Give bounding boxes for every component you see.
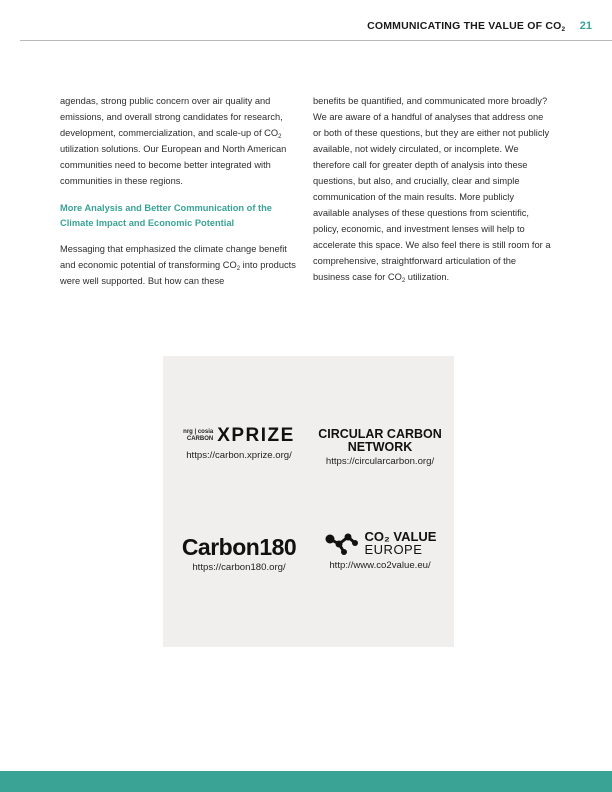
paragraph: benefits be quantified, and communicated more broadly? We are aware of a handful of analyses that address one or both of these questions, but they are either not publicly available, not widely circulated, or incomplete. We therefore call for greater depth of analysis into these questions, but also, and crucially, clear and simple communication of the main results. More publicly available analyses of these questions from scientific, policy, economic, and investment lenses will help to accelerate this space. We also feel there is still room for a comprehensive, straightforward articulation of the business case for $CO_2$ utilization. [313, 96, 551, 284]
paragraph: Messaging that emphasized the climate change benefit and economic potential of transforming $CO_2$ into products were well supported. But how can these [60, 244, 296, 286]
xprize-url-link[interactable]: https://carbon.xprize.org/ [186, 450, 292, 461]
co2value-logo-block[interactable] [309, 528, 451, 571]
section-subheading: More Analysis and Better Communication of the Climate Impact and Economic Potential [60, 203, 272, 228]
carbon180-logo: Carbon180 [181, 534, 297, 560]
left-column [60, 93, 300, 289]
partner-logos-panel [163, 356, 454, 647]
header-rule [20, 40, 612, 41]
xprize-logo: nrg | cosia CARBON XPRIZE [183, 425, 295, 446]
carbon180-logo-block[interactable] [169, 534, 309, 573]
page-header [40, 16, 592, 36]
xprize-logo-block[interactable] [169, 424, 309, 461]
circular-carbon-logo-block[interactable] [309, 428, 451, 467]
right-column [313, 93, 553, 285]
co2value-url-link[interactable]: http://www.co2value.eu/ [329, 560, 431, 571]
running-title: COMMUNICATING THE VALUE OF $CO_2$ [367, 20, 566, 33]
circular-carbon-logo: CIRCULAR CARBON NETWORK [318, 427, 442, 454]
carbon180-url-link[interactable]: https://carbon180.org/ [192, 562, 286, 573]
co2value-logo: CO₂ VALUE EUROPE [309, 528, 451, 558]
molecule-icon [324, 530, 360, 556]
paragraph: agendas, strong public concern over air quality and emissions, and overall strong candidates for research, development, commercialization, and scale-up of $CO_2$ utilization solutions. Our European and North American communities need to become better integrated with communities in these regions. [60, 96, 287, 186]
footer-bar [0, 771, 612, 792]
circular-carbon-url-link[interactable]: https://circularcarbon.org/ [325, 456, 435, 467]
page-number: 21 [579, 20, 592, 32]
